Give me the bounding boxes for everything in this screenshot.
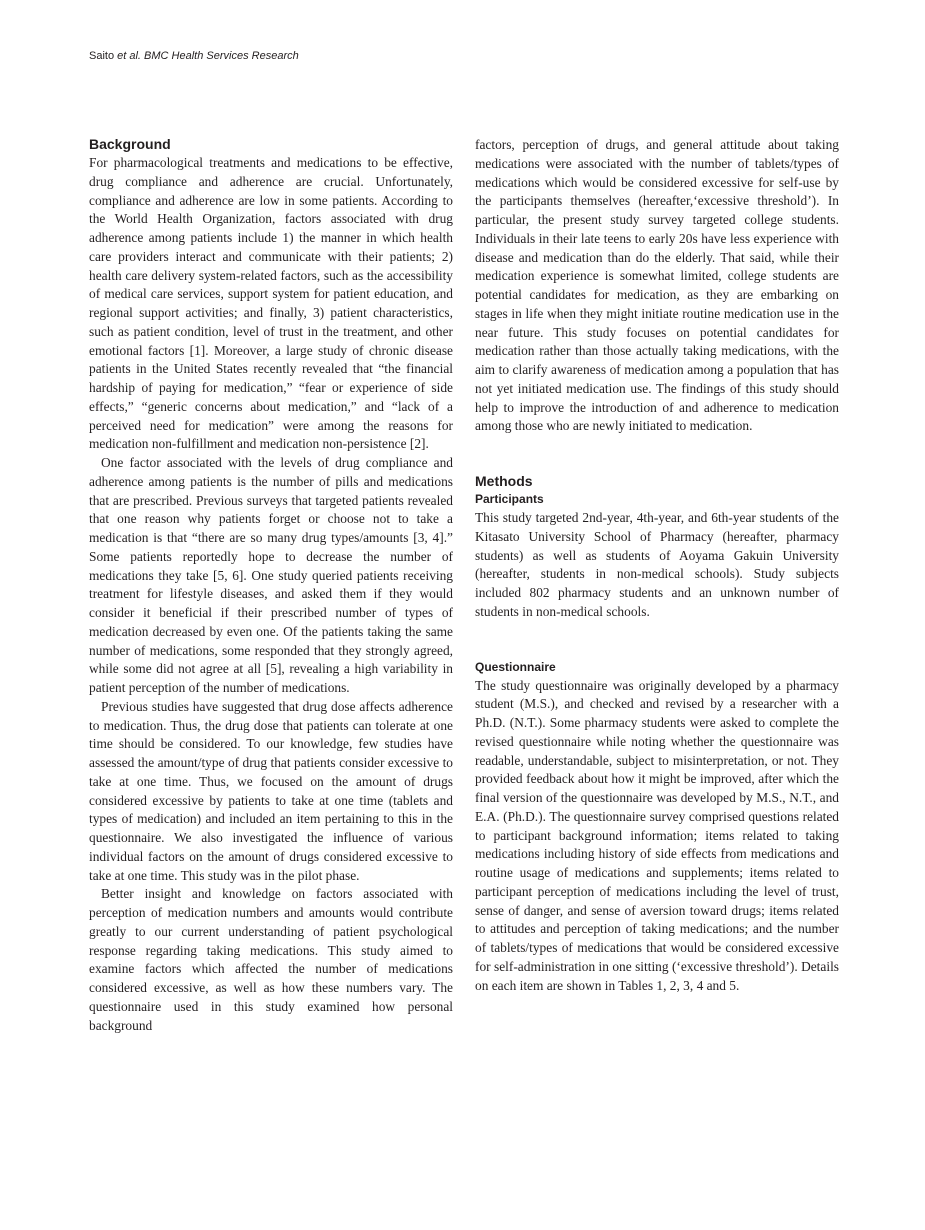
background-paragraph-2: One factor associated with the levels of drug compliance and adherence among patients is the number of pills and medications that are prescribed. Previous surveys that targeted patients revealed that one reason why patients forget or choose not to take a medication is that “there are so many drug types/amounts [3, 4].” Some patients reportedly hope to decrease the number of medications they take [5, 6]. One study queried patients receiving treatment for lifestyle diseases, and asked them if they would consider it beneficial if their prescribed number of types of medication decreased by even one. Of the patients taking the same number of medications, some responded that they strongly agreed, while some did not agree at all [5], revealing a high variability in patient perception of the number of medications. (89, 455, 453, 695)
participants-heading: Participants (475, 492, 544, 506)
questionnaire-heading: Questionnaire (475, 659, 556, 674)
subsection-spacer (475, 622, 839, 659)
running-header (89, 50, 299, 62)
participants-paragraph: This study targeted 2nd-year, 4th-year, and 6th-year students of the Kitasato University School of Pharmacy (hereafter, pharmacy students) as well as students of Aoyama Gakuin University (hereafter, students in non-medical schools). Study subjects included 802 pharmacy students and an unknown number of students in non-medical schools. (475, 510, 839, 619)
background-paragraph-3: Previous studies have suggested that drug dose affects adherence to medication. Thus, the drug dose that patients can tolerate at one time should be considered. To our knowledge, few studies have assessed the amount/type of drug that patients consider excessive to take at one time. Thus, we focused on the amount of drugs considered excessive by patients to take at one time (tablets and types of medication) and included an item pertaining to this in the questionnaire. We also investigated the influence of various individual factors on the amount of drugs considered excessive to take at one time. This study was in the pilot phase. (89, 698, 453, 883)
methods-heading: Methods (475, 473, 533, 489)
background-continuation: factors, perception of drugs, and general attitude about taking medications were associated with the number of tablets/types of medications which would be considered excessive for self-use by the participants themselves (hereafter,‘excessive threshold’). In particular, the present study survey targeted college students. Individuals in their late teens to early 20s have less experience with disease and medication than do the elderly. That said, while their medication experience is somewhat limited, college students are potential candidates for medication, as they are embarking on stages in life when they might initiate routine medication use in the near future. This study focuses on potential candidates for medication rather than those actually taking medications, with the aim to clarify awareness of medication among a population that has not yet initiated medication use. The findings of this study should help to improve the introduction of and adherence to medication among those who are newly initiated to medication. (475, 137, 839, 434)
header-etal: et al. (117, 50, 141, 62)
questionnaire-paragraph: The study questionnaire was originally developed by a pharmacy student (M.S.), and checked and revised by a researcher with a Ph.D. (N.T.). Some pharmacy students were asked to complete the revised questionnaire while noting whether the questionnaire was readable, understandable, subject to misinterpretation, or not. They provided feedback about how it might be improved, after which the final version of the questionnaire was developed by M.S., N.T., and E.A. (Ph.D.). The questionnaire survey comprised questions related to participant background information; items related to taking medications including history of side effects from medications and routine usage of medications and supplements; items related to participant perception of medications including the level of trust, sense of danger, and sense of aversion toward drugs; items related to attitudes and perception of taking medications; and the number of tablets/types of medications that would be considered excessive for self-administration in one sitting (‘excessive threshold’). Details on each item are shown in Tables 1, 2, 3, 4 and 5. (475, 677, 839, 993)
left-column (89, 136, 453, 1035)
section-spacer (475, 436, 839, 473)
background-paragraph-4: Better insight and knowledge on factors associated with perception of medication numbers and amounts would contribute greatly to our current understanding of patient psychological response regarding taking medications. This study aimed to examine factors which affected the number of medications considered excessive, as well as how these numbers vary. The questionnaire used in this study examined how personal background (89, 886, 453, 1033)
right-column (475, 136, 839, 995)
background-heading: Background (89, 136, 171, 152)
background-paragraph-1: For pharmacological treatments and medications to be effective, drug compliance and adherence are crucial. Unfortunately, compliance and adherence are low in some patients. According to the World Health Organization, factors associated with drug adherence among patients include 1) the manner in which health care providers interact and communicate with their patients; 2) health care delivery system-related factors, such as the accessibility of medical care services, support system for patient education, and regional support activities; and finally, 3) patient characteristics, such as patient condition, level of trust in the treatment, and other emotional factors [1]. Moreover, a large study of chronic disease patients in the United States recently revealed that “the financial hardship of paying for medication,” “fear or experience of side effects,” “generic concerns about medication,” and “lack of a perceived need for medication” were among the reasons for medication non-fulfillment and medication non-persistence [2]. (89, 155, 453, 452)
header-journal: BMC Health Services Research (141, 50, 299, 62)
header-authors: Saito (89, 50, 118, 62)
